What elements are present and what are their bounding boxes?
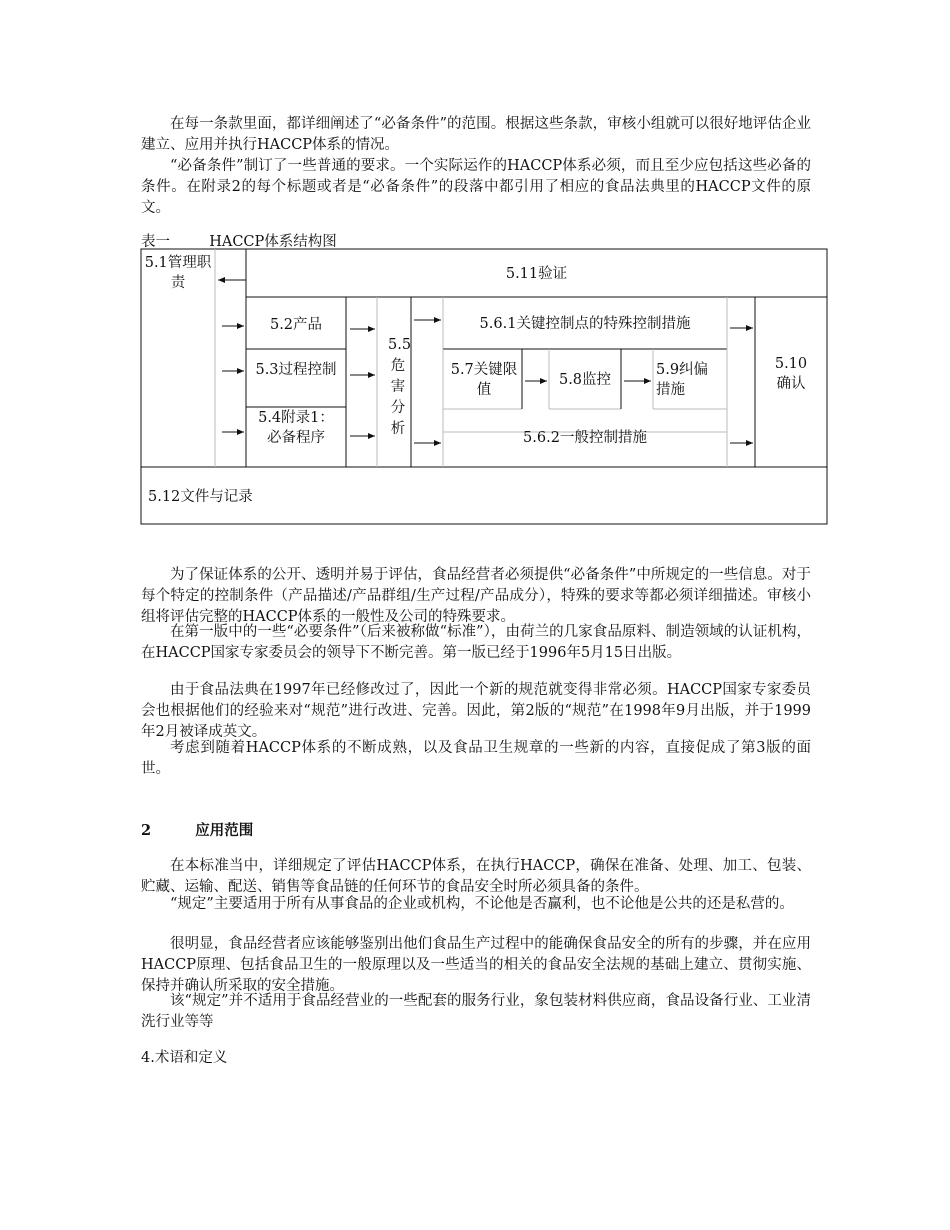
paragraph: 考虑到随着HACCP体系的不断成熟，以及食品卫生规章的一些新的内容，直接促成了第3版的面世。 bbox=[141, 740, 811, 777]
paragraph: 该“规定”并不适用于食品经营业的一些配套的服务行业，象包装材料供应商，食品设备行业、工业清洗行业等等 bbox=[141, 993, 811, 1030]
box-ccp-measures: 5.6.1关键控制点的特殊控制措施 bbox=[479, 316, 691, 332]
box-corrective: 5.9纠偏措施 bbox=[656, 362, 709, 398]
section-heading-terms: 4.术语和定义 bbox=[141, 1050, 228, 1066]
box-product: 5.2产品 bbox=[269, 317, 323, 333]
paragraph: 在每一条款里面，都详细阐述了“必备条件”的范围。根据这些条款，审核小组就可以很好地评估企业建立、应用并执行HACCP体系的情况。 bbox=[141, 116, 811, 153]
box-documents: 5.12文件与记录 bbox=[148, 489, 253, 505]
paragraph: 为了保证体系的公开、透明并易于评估，食品经营者必须提供“必备条件”中所规定的一些信息。对于每个特定的控制条件（产品描述/产品群组/生产过程/产品成分），特殊的要求等都必须详细描述。审核小组将评估完整的HACCP体系的一般性及公司的特殊要求。 bbox=[141, 567, 811, 625]
box-critical-limits: 5.7关键限值 bbox=[450, 362, 518, 398]
section-heading bbox=[141, 819, 253, 840]
paragraph: 在第一版中的一些“必要条件”（后来被称做“标准”），由荷兰的几家食品原料、制造领域的认证机构，在HACCP国家专家委员会的领导下不断完善。第一版已经于1996年5月15日出版。 bbox=[141, 624, 811, 661]
box-general-measures: 5.6.2一般控制措施 bbox=[523, 430, 647, 446]
box-hazard-analysis: 5.5危害分析 bbox=[388, 337, 412, 437]
section-title: 应用范围 bbox=[195, 822, 254, 839]
section-number: 2 bbox=[141, 822, 152, 839]
box-process-control: 5.3过程控制 bbox=[255, 362, 337, 378]
box-validation: 5.10确认 bbox=[774, 356, 808, 392]
box-management: 5.1管理职责 bbox=[144, 255, 212, 291]
paragraph: “规定”主要适用于所有从事食品的企业或机构，不论他是否赢利，也不论他是公共的还是私营的。 bbox=[170, 896, 794, 912]
table-caption-title: HACCP体系结构图 bbox=[209, 234, 337, 250]
paragraph: 在本标准当中，详细规定了评估HACCP体系，在执行HACCP，确保在准备、处理、加工、包装、贮藏、运输、配送、销售等食品链的任何环节的食品安全时所必须具备的条件。 bbox=[141, 858, 811, 895]
box-appendix: 5.4附录1：必备程序 bbox=[258, 410, 334, 446]
box-monitoring: 5.8监控 bbox=[558, 372, 612, 388]
box-verification: 5.11验证 bbox=[505, 266, 568, 282]
paragraph: “必备条件”制订了一些普通的要求。一个实际运作的HACCP体系必须，而且至少应包括这些必备的条件。在附录2的每个标题或者是“必备条件”的段落中都引用了相应的食品法典里的HACCP文件的原文。 bbox=[141, 158, 811, 216]
table-caption-label: 表一 bbox=[141, 234, 170, 250]
paragraph: 由于食品法典在1997年已经修改过了，因此一个新的规范就变得非常必须。HACCP国家专家委员会也根据他们的经验来对“规范”进行改进、完善。因此，第2版的“规范”在1998年9月出版，并于1999年2月被译成英文。 bbox=[141, 682, 811, 740]
paragraph: 很明显，食品经营者应该能够鉴别出他们食品生产过程中的能确保食品安全的所有的步骤，并在应用HACCP原理、包括食品卫生的一般原理以及一些适当的相关的食品安全法规的基础上建立、贯彻实施、保持并确认所采取的安全措施。 bbox=[141, 936, 811, 994]
